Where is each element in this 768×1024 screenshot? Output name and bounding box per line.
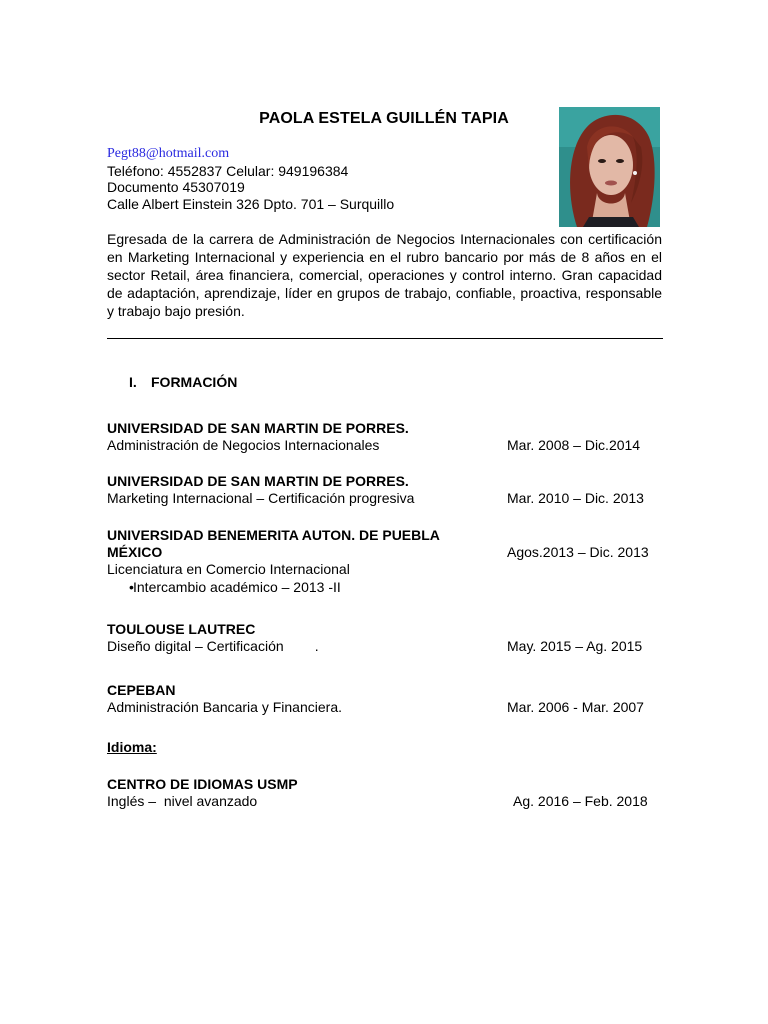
- bullet-item: [107, 578, 667, 596]
- program-name: Diseño digital – Certificación .: [107, 638, 319, 654]
- program-name: Administración de Negocios Internacionales: [107, 437, 380, 453]
- education-entry: [107, 419, 667, 454]
- program-name: Administración Bancaria y Financiera.: [107, 699, 342, 715]
- profile-photo: [559, 107, 660, 227]
- languages-heading: Idioma:: [107, 739, 157, 755]
- program-line: [107, 437, 667, 454]
- candidate-name: PAOLA ESTELA GUILLÉN TAPIA: [259, 110, 509, 127]
- language-entry: [107, 775, 667, 810]
- institution-name: CEPEBAN: [107, 682, 176, 698]
- institution-name-line2: [107, 544, 667, 561]
- education-entry: [107, 681, 667, 716]
- institution-name: TOULOUSE LAUTREC: [107, 621, 256, 637]
- institution-name: UNIVERSIDAD DE SAN MARTIN DE PORRES.: [107, 420, 409, 436]
- address-line: Calle Albert Einstein 326 Dpto. 701 – Surquillo: [107, 195, 395, 212]
- date-range: Mar. 2010 – Dic. 2013: [507, 490, 644, 506]
- program-name: Inglés – nivel avanzado: [107, 793, 258, 809]
- document-line: Documento 45307019: [107, 179, 245, 195]
- education-entry: [107, 526, 667, 596]
- section-heading-formacion: [129, 374, 237, 390]
- program-line: [107, 699, 667, 716]
- program-name: Marketing Internacional – Certificación progresiva: [107, 490, 415, 506]
- date-range: May. 2015 – Ag. 2015: [507, 638, 643, 654]
- date-range: Ag. 2016 – Feb. 2018: [513, 793, 648, 809]
- education-entry: [107, 472, 667, 507]
- date-range: Agos.2013 – Dic. 2013: [507, 544, 649, 560]
- phone-line: Teléfono: 4552837 Celular: 949196384: [107, 162, 349, 179]
- profile-summary: Egresada de la carrera de Administración de Negocios Internacionales con certificación en Marketing Internacional y experiencia en el rubro bancario por más de 8 años en el sector Retail, área financiera, comercial, operaciones y control interno. Gran capacidad de adaptación, aprendizaje, líder en grupos de trabajo, confiable, proactiva, responsable y trabajo bajo presión.: [107, 231, 662, 319]
- bullet-text: Intercambio académico – 2013 -II: [133, 579, 341, 595]
- program-name: Licenciatura en Comercio Internacional: [107, 561, 350, 577]
- contact-block: [107, 146, 394, 212]
- program-line: [107, 793, 667, 810]
- section-number: I.: [129, 374, 137, 390]
- program-line: [107, 490, 667, 507]
- date-range: Mar. 2006 - Mar. 2007: [507, 699, 644, 715]
- section-divider: [107, 338, 663, 339]
- institution-country: MÉXICO: [107, 544, 163, 560]
- institution-name: UNIVERSIDAD BENEMERITA AUTON. DE PUEBLA: [107, 527, 440, 543]
- program-line: [107, 638, 667, 655]
- institution-name: CENTRO DE IDIOMAS USMP: [107, 776, 298, 792]
- email-link[interactable]: Pegt88@hotmail.com: [107, 146, 230, 161]
- section-title: FORMACIÓN: [151, 374, 238, 390]
- institution-name: UNIVERSIDAD DE SAN MARTIN DE PORRES.: [107, 473, 409, 489]
- education-entry: [107, 620, 667, 655]
- date-range: Mar. 2008 – Dic.2014: [507, 437, 641, 453]
